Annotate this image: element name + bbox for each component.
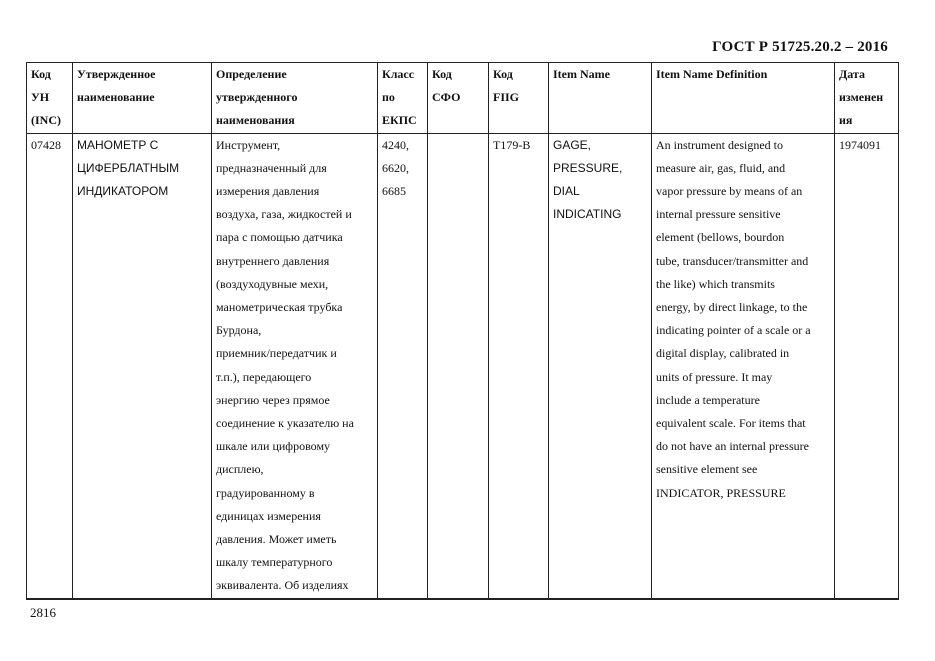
cell-line: 4240, [382,137,409,152]
header-inc [27,63,73,134]
cell-line: внутреннего давления [216,253,330,268]
cell-line: tube, transducer/transmitter and [656,253,809,268]
cell-line: приемник/передатчик и [216,346,337,361]
cell-line: градуированному в [216,485,315,500]
cell-line: GAGE, [553,137,592,152]
cell-line: эквивалента. Об изделиях [216,578,349,593]
page-number: 2816 [30,605,56,620]
cell-line: давления. Может иметь [216,532,337,547]
cell-definition-en [652,133,835,599]
cell-line: PRESSURE, [553,160,623,175]
cell-line: vapor pressure by means of an [656,184,803,199]
cell-date: 1974091 [835,133,899,599]
cell-class [378,133,428,599]
cell-line: measure air, gas, fluid, and [656,160,786,175]
header-class [378,63,428,134]
cell-approved-name [73,133,212,599]
cell-line: element (bellows, bourdon [656,230,785,245]
document-code: ГОСТ Р 51725.20.2 – 2016 [712,39,888,55]
cell-line: units of pressure. It may [656,369,773,384]
cell-inc: 07428 [27,133,73,599]
header-line: Код [31,67,51,81]
cell-sfo [428,133,489,599]
cell-line: пара с помощью датчика [216,230,343,245]
cell-line: воздуха, газа, жидкостей и [216,207,352,222]
cell-line: DIAL [553,184,580,199]
header-line: изменен [839,90,884,105]
cell-line: ИНДИКАТОРОМ [77,184,169,199]
header-line: (INC) [31,113,61,128]
cell-line: шкале или цифровому [216,439,331,454]
cell-line: indicating pointer of a scale or a [656,323,811,338]
cell-line: предназначенный для [216,160,327,175]
cell-line: INDICATING [553,207,622,222]
cell-fiig: T179-B [489,133,549,599]
cell-line: (воздуходувные мехи, [216,276,329,291]
cell-line: манометрическая трубка [216,300,343,315]
cell-definition-ru [212,133,378,599]
header-fiig [489,63,549,134]
table-header-row [27,63,899,134]
header-definition-ru [212,63,378,134]
header-item-name [549,63,652,134]
cell-line: измерения давления [216,184,320,199]
header-line: ЕКПС [382,113,417,128]
cell-line: internal pressure sensitive [656,207,781,222]
cell-line: 6620, [382,160,409,175]
header-line: Код [493,67,513,81]
header-line: Определение [216,67,287,81]
header-line: СФО [432,90,461,105]
header-line: Класс [382,67,415,81]
cell-line: соединение к указателю на [216,416,354,431]
cell-line: дисплею, [216,462,264,477]
header-date [835,63,899,134]
cell-line: шкалу температурного [216,555,333,570]
cell-line: An instrument designed to [656,137,783,152]
cell-line: include a temperature [656,392,760,407]
cell-line: 6685 [382,184,406,199]
cell-line: energy, by direct linkage, to the [656,300,808,315]
header-line: ия [839,113,853,128]
header-sfo [428,63,489,134]
cell-line: МАНОМЕТР С [77,137,159,152]
header-line: по [382,90,395,105]
cell-line: т.п.), передающего [216,369,312,384]
header-item-name-definition [652,63,835,134]
catalog-table [26,62,899,600]
cell-line: Бурдона, [216,323,262,338]
cell-line: sensitive element see [656,462,758,477]
header-line: Код [432,67,452,81]
cell-line: единицах измерения [216,508,321,523]
cell-line: ЦИФЕРБЛАТНЫМ [77,160,180,175]
header-line: Item Name [553,67,610,81]
cell-line: do not have an internal pressure [656,439,809,454]
header-line: утвержденного [216,90,298,105]
cell-line: энергию через прямое [216,392,330,407]
cell-line: equivalent scale. For items that [656,416,806,431]
header-line: Утвержденное [77,67,156,81]
cell-line: Инструмент, [216,137,281,152]
cell-line: INDICATOR, PRESSURE [656,485,786,500]
header-line: Item Name Definition [656,67,768,81]
cell-item-name [549,133,652,599]
table-row [27,133,899,599]
header-line: наименования [216,113,295,128]
header-approved-name [73,63,212,134]
header-line: УН [31,90,50,105]
header-line: FIIG [493,90,520,105]
cell-line: digital display, calibrated in [656,346,790,361]
header-line: наименование [77,90,155,105]
cell-line: the like) which transmits [656,276,775,291]
header-line: Дата [839,67,865,81]
